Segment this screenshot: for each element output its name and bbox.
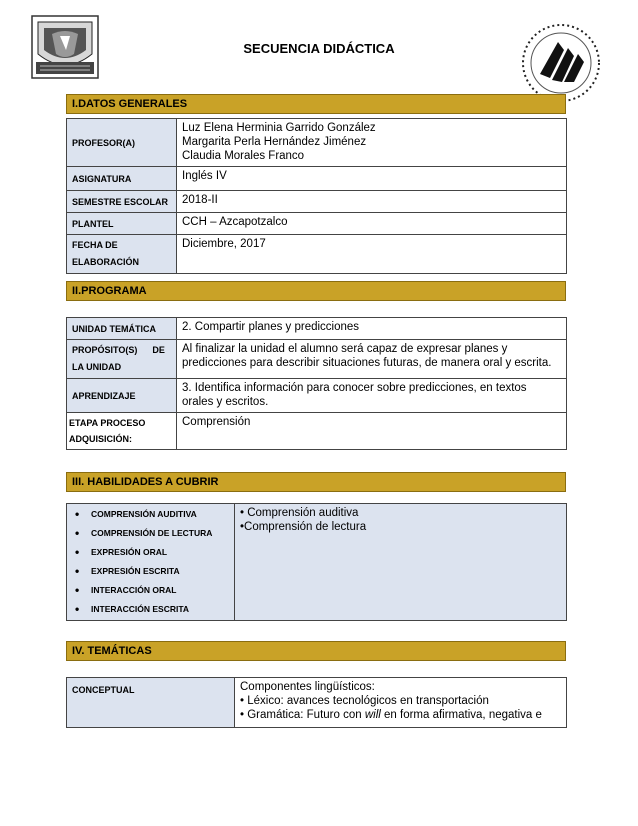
value-fecha: Diciembre, 2017 — [177, 235, 567, 274]
section-header-datos-generales: I.DATOS GENERALES — [66, 94, 566, 114]
habilidad-item: • INTERACCIÓN ESCRITA — [71, 600, 230, 619]
profesor-1: Luz Elena Herminia Garrido González — [182, 122, 376, 134]
conceptual-line-3 — [240, 708, 561, 722]
section-header-programa: II.PROGRAMA — [66, 281, 566, 301]
value-aprendizaje: 3. Identifica información para conocer sobre predicciones, en textos orales y escritos. — [177, 379, 567, 413]
gram-prefix: • Gramática: Futuro con — [240, 709, 365, 721]
habilidades-list-cell — [67, 504, 235, 621]
habilidades-list — [71, 505, 230, 619]
value-etapa: Comprensión — [177, 413, 567, 450]
label-etapa: ETAPA PROCESO ADQUISICIÓN: — [67, 413, 177, 450]
habilidad-item: • EXPRESIÓN ESCRITA — [71, 562, 230, 581]
conceptual-line-2: • Léxico: avances tecnológicos en transportación — [240, 695, 489, 707]
section-header-tematicas: IV. TEMÁTICAS — [66, 641, 566, 661]
value-plantel: CCH – Azcapotzalco — [177, 213, 567, 235]
label-asignatura: ASIGNATURA — [67, 167, 177, 191]
value-proposito: Al finalizar la unidad el alumno será capaz de expresar planes y predicciones para describir situaciones futuras, de manera oral y escrita. — [177, 340, 567, 379]
habilidad-item: • COMPRENSIÓN AUDITIVA — [71, 505, 230, 524]
habilidades-table — [66, 503, 567, 621]
habilidad-selected-2: •Comprensión de lectura — [240, 521, 367, 533]
cch-logo — [520, 22, 602, 104]
label-proposito: PROPÓSITO(S) DE LA UNIDAD — [67, 340, 177, 379]
value-conceptual — [235, 678, 567, 728]
tematicas-table — [66, 677, 567, 728]
gram-suffix: en forma afirmativa, negativa e — [380, 709, 542, 721]
profesor-3: Claudia Morales Franco — [182, 150, 305, 162]
label-semestre: SEMESTRE ESCOLAR — [67, 191, 177, 213]
document-title: SECUENCIA DIDÁCTICA — [243, 41, 395, 56]
datos-generales-table — [66, 118, 567, 274]
value-asignatura: Inglés IV — [177, 167, 567, 191]
value-unidad: 2. Compartir planes y predicciones — [177, 318, 567, 340]
value-profesores — [177, 119, 567, 167]
habilidades-selected-cell — [235, 504, 567, 621]
programa-table — [66, 317, 567, 450]
label-profesor: PROFESOR(A) — [67, 119, 177, 167]
label-conceptual: CONCEPTUAL — [67, 678, 235, 728]
habilidad-item: • COMPRENSIÓN DE LECTURA — [71, 524, 230, 543]
habilidad-selected-1: • Comprensión auditiva — [240, 507, 359, 519]
label-plantel: PLANTEL — [67, 213, 177, 235]
section-header-habilidades: III. HABILIDADES A CUBRIR — [66, 472, 566, 492]
profesor-2: Margarita Perla Hernández Jiménez — [182, 136, 367, 148]
habilidad-item: • INTERACCIÓN ORAL — [71, 581, 230, 600]
label-aprendizaje: APRENDIZAJE — [67, 379, 177, 413]
label-fecha: FECHA DE ELABORACIÓN — [67, 235, 177, 274]
gram-italic: will — [364, 709, 381, 721]
conceptual-line-1: Componentes lingüísticos: — [240, 681, 375, 693]
label-unidad: UNIDAD TEMÁTICA — [67, 318, 177, 340]
value-semestre: 2018-II — [177, 191, 567, 213]
habilidad-item: • EXPRESIÓN ORAL — [71, 543, 230, 562]
